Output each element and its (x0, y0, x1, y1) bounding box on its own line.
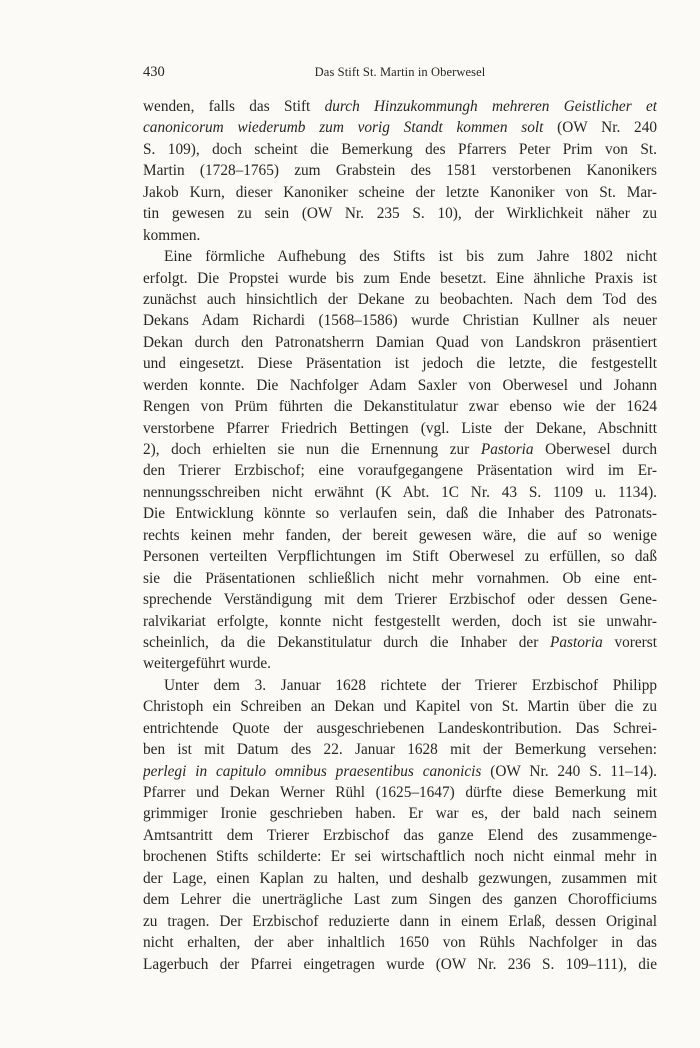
text-line (143, 439, 657, 460)
text-segment: (OW Nr. 240 S. 11–14). (481, 762, 657, 780)
text-line (143, 418, 657, 439)
text-segment: zunächst auch hinsichtlich der Dekane zu beobachten. Nach dem Tod des (143, 290, 657, 308)
text-line (143, 932, 657, 953)
text-segment: der Lage, einen Kaplan zu halten, und deshalb gezwungen, zusammen mit (143, 869, 657, 887)
text-segment: S. 109), doch scheint die Bemerkung des Pfarrers Peter Prim von St. (143, 140, 657, 158)
text-line (143, 739, 657, 760)
text-line (143, 825, 657, 846)
text-line (143, 203, 657, 224)
text-line (143, 718, 657, 739)
text-segment: dem Lehrer die unerträgliche Last zum Singen des ganzen Chorofficiums (143, 891, 657, 909)
text-line (143, 160, 657, 181)
running-title: Das Stift St. Martin in Oberwesel (314, 65, 486, 79)
text-segment: Dekan durch den Patronatsherrn Damian Quad von Landskron präsentiert (143, 333, 657, 351)
text-line (143, 525, 657, 546)
text-line (143, 246, 657, 267)
text-segment: erfolgt. Die Propstei wurde bis zum Ende besetzt. Eine ähnliche Praxis ist (143, 269, 657, 287)
italic-text: Pastoria (550, 633, 603, 651)
text-segment: Dekans Adam Richardi (1568–1586) wurde Christian Kullner als neuer (143, 312, 657, 330)
italic-text: durch Hinzukommungh mehreren Geistlicher et (324, 98, 657, 115)
text-line (143, 182, 657, 203)
text-line (143, 139, 657, 160)
text-segment: zu tragen. Der Erzbischof reduzierte dann in einem Erlaß, dessen Original (143, 912, 657, 930)
text-line (143, 289, 657, 310)
text-line (143, 589, 657, 610)
text-line (143, 803, 657, 824)
text-line (143, 889, 657, 910)
text-line (143, 782, 657, 803)
text-line (143, 375, 657, 396)
text-segment: Die Entwicklung könnte so verlaufen sein, daß die Inhaber des Patronats- (143, 505, 657, 523)
text-line (143, 911, 657, 932)
italic-text: canonicorum wiederumb zum vorig Standt kommen solt (143, 119, 544, 137)
text-segment: kommen. (143, 226, 201, 244)
text-segment: nennungsschreiben nicht erwähnt (K Abt. 1C Nr. 43 S. 1109 u. 1134). (143, 483, 657, 501)
text-segment: tin gewesen zu sein (OW Nr. 235 S. 10), der Wirklichkeit näher zu (143, 205, 657, 223)
text-segment: scheinlich, da die Dekanstitulatur durch die Inhaber der (143, 633, 551, 651)
text-line (143, 460, 657, 481)
text-segment: (OW Nr. 240 (543, 119, 657, 137)
text-segment: und eingesetzt. Diese Präsentation ist jedoch die letzte, die festgestellt (143, 355, 657, 373)
body-text (143, 96, 657, 975)
text-line (143, 332, 657, 353)
text-line (143, 96, 657, 117)
text-line (143, 761, 657, 782)
text-segment: nicht erhalten, der aber inhaltlich 1650 von Rühls Nachfolger in das (143, 934, 657, 952)
text-segment: brochenen Stifts schilderte: Er sei wirtschaftlich noch nicht einmal mehr in (143, 848, 657, 866)
text-line (143, 632, 657, 653)
text-segment: Pfarrer und Dekan Werner Rühl (1625–1647) dürfte diese Bemerkung mit (143, 784, 657, 801)
text-line (143, 653, 657, 674)
text-line (143, 225, 657, 246)
text-segment: grimmiger Ironie geschrieben haben. Er war es, der bald nach seinem (143, 805, 657, 823)
italic-text: Pastoria (480, 441, 534, 458)
text-segment: werden konnte. Die Nachfolger Adam Saxler von Oberwesel und Johann (143, 376, 657, 394)
text-segment: verstorbene Pfarrer Friedrich Bettingen (vgl. Liste der Dekane, Abschnitt (143, 419, 657, 437)
text-segment: 2), doch erhielten sie nun die Ernennung zur (143, 441, 481, 458)
page-header (143, 64, 657, 84)
text-line (143, 396, 657, 417)
text-line (143, 611, 657, 632)
text-line (143, 503, 657, 524)
italic-text: perlegi in capitulo omnibus praesentibus canonicis (143, 762, 482, 780)
text-segment: Amtsantritt dem Trierer Erzbischof das ganze Elend des zusammenge- (143, 826, 657, 844)
text-segment: sprechende Verständigung mit dem Trierer Erzbischof oder dessen Gene- (143, 591, 657, 609)
text-line (143, 482, 657, 503)
text-line (143, 696, 657, 717)
text-segment: Personen verteilten Verpflichtungen im Stift Oberwesel zu erfüllen, so daß (143, 548, 657, 566)
text-segment: ben ist mit Datum des 22. Januar 1628 mit der Bemerkung versehen: (143, 741, 657, 759)
text-line (143, 117, 657, 138)
text-line (143, 546, 657, 567)
text-segment: Christoph ein Schreiben an Dekan und Kapitel von St. Martin über die zu (143, 698, 657, 716)
text-segment: entrichtende Quote der ausgeschriebenen Landeskontribution. Das Schrei- (143, 719, 657, 737)
text-segment: sie die Präsentationen schließlich nicht mehr vornahmen. Ob eine ent- (143, 569, 657, 587)
text-segment: den Trierer Erzbischof; eine voraufgegangene Präsentation wird im Er- (143, 462, 657, 480)
text-segment: Oberwesel durch (533, 441, 657, 458)
text-segment: ralvikariat erfolgte, konnte nicht festgestellt werden, doch ist sie unwahr- (143, 612, 657, 630)
text-segment: Martin (1728–1765) zum Grabstein des 1581 verstorbenen Kanonikers (143, 162, 657, 180)
text-segment: Rengen von Prüm führten die Dekanstitulatur zwar ebenso wie der 1624 (143, 398, 657, 416)
text-segment: Lagerbuch der Pfarrei eingetragen wurde (OW Nr. 236 S. 109–111), die (143, 955, 657, 973)
text-line (143, 568, 657, 589)
text-line (143, 846, 657, 867)
text-segment: vorerst (602, 633, 657, 651)
text-line (143, 868, 657, 889)
page-number: 430 (143, 64, 165, 80)
text-line (143, 268, 657, 289)
text-line (143, 675, 657, 696)
text-segment: Unter dem 3. Januar 1628 richtete der Trierer Erzbischof Philipp (164, 676, 657, 694)
text-segment: rechts keinen mehr fanden, der bereit gewesen wäre, die auf so wenige (143, 526, 657, 544)
text-segment: Jakob Kurn, dieser Kanoniker scheine der letzte Kanoniker von St. Mar- (143, 183, 657, 201)
text-line (143, 353, 657, 374)
text-line (143, 954, 657, 975)
text-line (143, 310, 657, 331)
text-segment: Eine förmliche Aufhebung des Stifts ist bis zum Jahre 1802 nicht (164, 248, 657, 266)
text-segment: weitergeführt wurde. (143, 655, 271, 673)
text-segment: wenden, falls das Stift (143, 98, 325, 115)
